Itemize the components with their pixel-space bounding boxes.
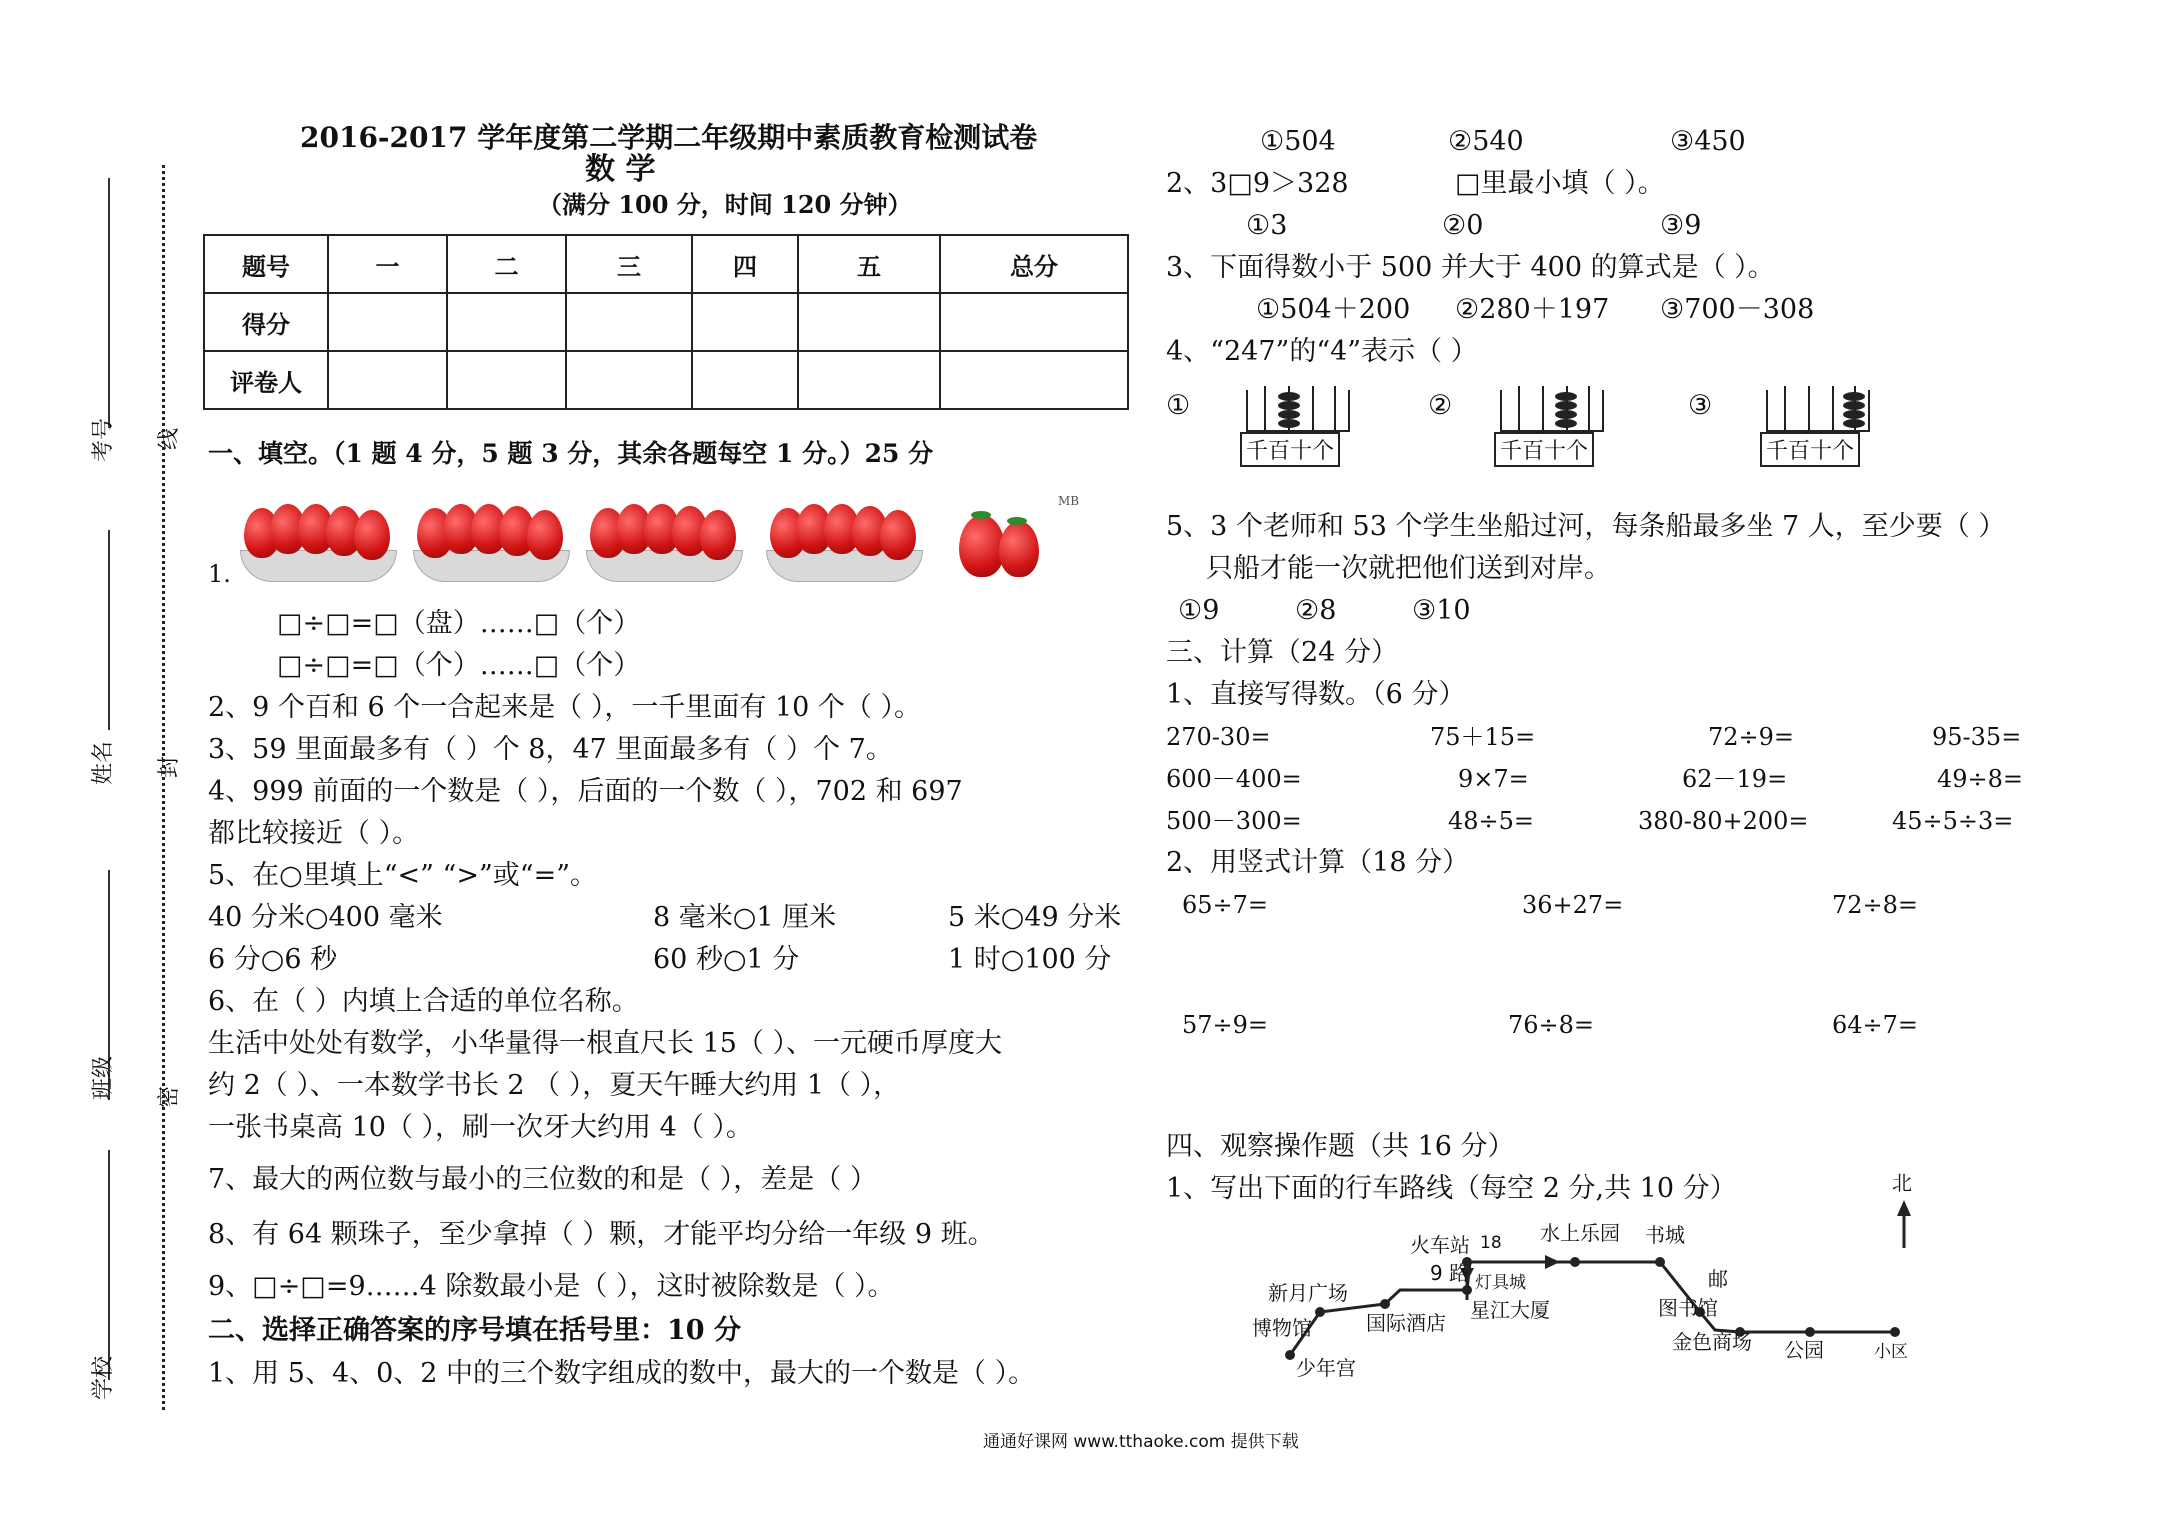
abacus-label: 千百十个 [1760,432,1860,467]
mark-feng: 封 [157,755,182,778]
score-cell[interactable] [566,293,692,351]
grader-cell[interactable] [566,351,692,409]
s2-q5-option: ③10 [1412,595,1471,626]
mark-xian: 线 [157,427,182,450]
watermark-logo: MB [1058,494,1080,508]
map-label-hotel: 国际酒店 [1366,1311,1446,1335]
vertical-calc: 65÷7= [1182,891,1269,919]
q4-text-a: 4、999 前面的一个数是（ ），后面的一个数（ ），702 和 697 [208,776,963,807]
q5-item: 1 时○100 分 [948,944,1112,975]
strawberry-bowl-image [413,498,568,582]
q8-text: 8、有 64 颗珠子，至少拿掉（ ）颗，才能平均分给一年级 9 班。 [208,1219,995,1250]
map-label-bus9: 9 路 [1430,1261,1470,1285]
s2-q4-text: 4、“247”的“4”表示（ ） [1166,336,1478,367]
map-label-bookcity: 书城 [1645,1223,1685,1247]
score-cell[interactable] [447,293,566,351]
s2-q5-option: ②8 [1295,595,1337,626]
section4-heading: 四、观察操作题（共 16 分） [1166,1131,1515,1162]
map-label-lamps: 灯具城 [1475,1273,1526,1293]
field-class: 班级 [91,1055,116,1100]
field-name: 姓名 [91,740,116,785]
q5-text: 5、在○里填上“<” “>”或“=”。 [208,860,598,891]
stop-dot [1462,1285,1472,1295]
map-label-park: 水上乐园 [1540,1221,1620,1245]
score-table [203,234,1129,410]
score-header: 二 [447,235,566,293]
s2-q2-option: ②0 [1442,210,1484,241]
q1-line1: □÷□=□（盘）……□（个） [277,608,641,639]
section2-heading: 二、选择正确答案的序号填在括号里：10 分 [208,1315,741,1346]
grader-cell[interactable] [940,351,1128,409]
score-header: 一 [328,235,447,293]
s2-q3-option: ②280＋197 [1455,294,1610,325]
map-label-palace: 少年宫 [1296,1356,1356,1380]
grader-cell[interactable] [328,351,447,409]
q6-text-a: 生活中处处有数学，小华量得一根直尺长 15（ ）、一元硬币厚度大 [208,1028,1003,1059]
s2-q1-option: ③450 [1670,126,1746,157]
q9-text: 9、□÷□=9……4 除数最小是（ ），这时被除数是（ ）。 [208,1271,895,1302]
score-cell[interactable] [798,293,940,351]
map-label-community: 小区 [1874,1342,1908,1362]
route-arrow-icon [1545,1255,1560,1269]
direct-calc: 48÷5= [1448,807,1535,835]
s2-q2-option: ③9 [1660,210,1702,241]
q6-text-b: 约 2（ ）、一本数学书长 2 （ ），夏天午睡大约用 1（ ）， [208,1070,901,1101]
score-cell[interactable] [940,293,1128,351]
section1-heading: 一、填空。（1 题 4 分，5 题 3 分，其余各题每空 1 分。）25 分 [208,439,934,468]
binding-line-4 [108,1150,110,1380]
map-label-square: 新月广场 [1268,1281,1348,1305]
direct-calc: 75＋15= [1430,723,1536,751]
map-label-station: 火车站 [1410,1233,1470,1257]
score-cell[interactable] [692,293,798,351]
direct-calc: 270-30= [1166,723,1271,751]
map-label-museum: 博物馆 [1252,1316,1312,1340]
stop-dot [1570,1257,1580,1267]
vertical-calc: 36+27= [1522,891,1624,919]
q1-number: 1. [208,560,231,588]
binding-dotted-line [162,165,165,1410]
loose-strawberries-image [955,505,1055,585]
route-map [1240,1160,1960,1390]
strawberry-bowl-image [240,498,395,582]
page-title: 2016-2017 学年度第二学期二年级期中素质教育检测试卷 [300,121,1038,154]
stop-dot [1890,1327,1900,1337]
q5-item: 5 米○49 分米 [948,902,1122,933]
vertical-calc: 57÷9= [1182,1011,1269,1039]
direct-calc: 49÷8= [1937,765,2024,793]
map-label-tower: 星江大厦 [1470,1298,1550,1322]
q1-line2: □÷□=□（个）……□（个） [277,650,641,681]
direct-calc: 600－400= [1166,765,1302,793]
score-cell[interactable] [328,293,447,351]
q6-text: 6、在（ ）内填上合适的单位名称。 [208,986,639,1017]
s2-q2-tail: □里最小填（ ）。 [1455,168,1665,199]
score-row-label: 评卷人 [204,351,328,409]
section4-q1: 1、写出下面的行车路线（每空 2 分,共 10 分） [1166,1173,1737,1204]
map-label-post: 邮 [1708,1267,1728,1291]
field-exam-number: 考号 [91,417,116,462]
direct-calc: 62－19= [1682,765,1788,793]
s2-q5-text-b: 只船才能一次就把他们送到对岸。 [1206,553,1611,584]
stop-dot [1315,1307,1325,1317]
score-row-label: 得分 [204,293,328,351]
vertical-calc: 72÷8= [1832,891,1919,919]
s2-q3-option: ③700－308 [1660,294,1815,325]
direct-calc: 95-35= [1932,723,2022,751]
q7-text: 7、最大的两位数与最小的三位数的和是（ ），差是（ ） [208,1164,877,1195]
binding-line-1 [108,178,110,428]
q4-text-b: 都比较接近（ ）。 [208,818,420,849]
q6-text-c: 一张书桌高 10（ ），刷一次牙大约用 4（ ）。 [208,1112,753,1143]
direct-calc: 500－300= [1166,807,1302,835]
grader-cell[interactable] [798,351,940,409]
footer-credit: 通通好课网 www.tthaoke.com 提供下载 [983,1432,1299,1452]
section3-sub1: 1、直接写得数。（6 分） [1166,679,1466,710]
subtitle: （满分 100 分，时间 120 分钟） [538,190,912,219]
s2-q4-option: ③ [1688,390,1713,421]
map-label-bus18: 18 [1480,1233,1502,1253]
q5-item: 8 毫米○1 厘米 [653,902,837,933]
north-arrow-icon [1897,1200,1911,1216]
abacus-option-2 [1500,390,1614,464]
score-header: 五 [798,235,940,293]
stop-dot [1805,1327,1815,1337]
mark-mi: 密 [157,1085,182,1108]
direct-calc: 72÷9= [1708,723,1795,751]
direct-calc: 9×7= [1458,765,1529,793]
strawberry-bowl-image [766,498,921,582]
q5-item: 40 分米○400 毫米 [208,902,443,933]
map-label-library: 图书馆 [1658,1296,1718,1320]
strawberry-bowl-image [586,498,741,582]
stop-dot [1655,1257,1665,1267]
section3-sub2: 2、用竖式计算（18 分） [1166,847,1470,878]
q5-item: 60 秒○1 分 [653,944,800,975]
q2-text: 2、9 个百和 6 个一合起来是（ ），一千里面有 10 个（ ）。 [208,692,921,723]
field-school: 学校 [91,1355,116,1400]
s2-q3-option: ①504＋200 [1256,294,1411,325]
s2-q2-option: ①3 [1246,210,1288,241]
north-label: 北 [1892,1171,1912,1195]
stop-dot [1285,1350,1295,1360]
s2-q2-text: 2、3□9＞328 [1166,168,1349,199]
score-header: 总分 [940,235,1128,293]
abacus-option-1 [1246,390,1360,464]
map-label-garden: 公园 [1784,1338,1824,1362]
s2-q4-option: ① [1166,390,1191,421]
subject-title: 数 学 [585,152,656,187]
abacus-option-3 [1766,390,1880,464]
s2-q1-text: 1、用 5、4、0、2 中的三个数字组成的数中，最大的一个数是（ ）。 [208,1358,1036,1389]
stop-dot [1380,1299,1390,1309]
s2-q1-option: ①504 [1260,126,1336,157]
s2-q3-text: 3、下面得数小于 500 并大于 400 的算式是（ ）。 [1166,252,1775,283]
s2-q4-option: ② [1428,390,1453,421]
q5-item: 6 分○6 秒 [208,944,338,975]
q3-text: 3、59 里面最多有（ ）个 8，47 里面最多有（ ）个 7。 [208,734,893,765]
binding-line-2 [108,530,110,730]
map-label-mall: 金色商场 [1672,1330,1752,1354]
s2-q5-option: ①9 [1178,595,1220,626]
direct-calc: 380-80+200= [1638,807,1809,835]
direct-calc: 45÷5÷3= [1892,807,2014,835]
grader-cell[interactable] [692,351,798,409]
score-header: 三 [566,235,692,293]
s2-q5-text-a: 5、3 个老师和 53 个学生坐船过河，每条船最多坐 7 人，至少要（ ） [1166,511,2006,542]
section3-heading: 三、计算（24 分） [1166,637,1398,668]
abacus-label: 千百十个 [1240,432,1340,467]
score-header: 题号 [204,235,328,293]
grader-cell[interactable] [447,351,566,409]
s2-q1-option: ②540 [1448,126,1524,157]
score-header: 四 [692,235,798,293]
abacus-label: 千百十个 [1494,432,1594,467]
vertical-calc: 64÷7= [1832,1011,1919,1039]
vertical-calc: 76÷8= [1508,1011,1595,1039]
